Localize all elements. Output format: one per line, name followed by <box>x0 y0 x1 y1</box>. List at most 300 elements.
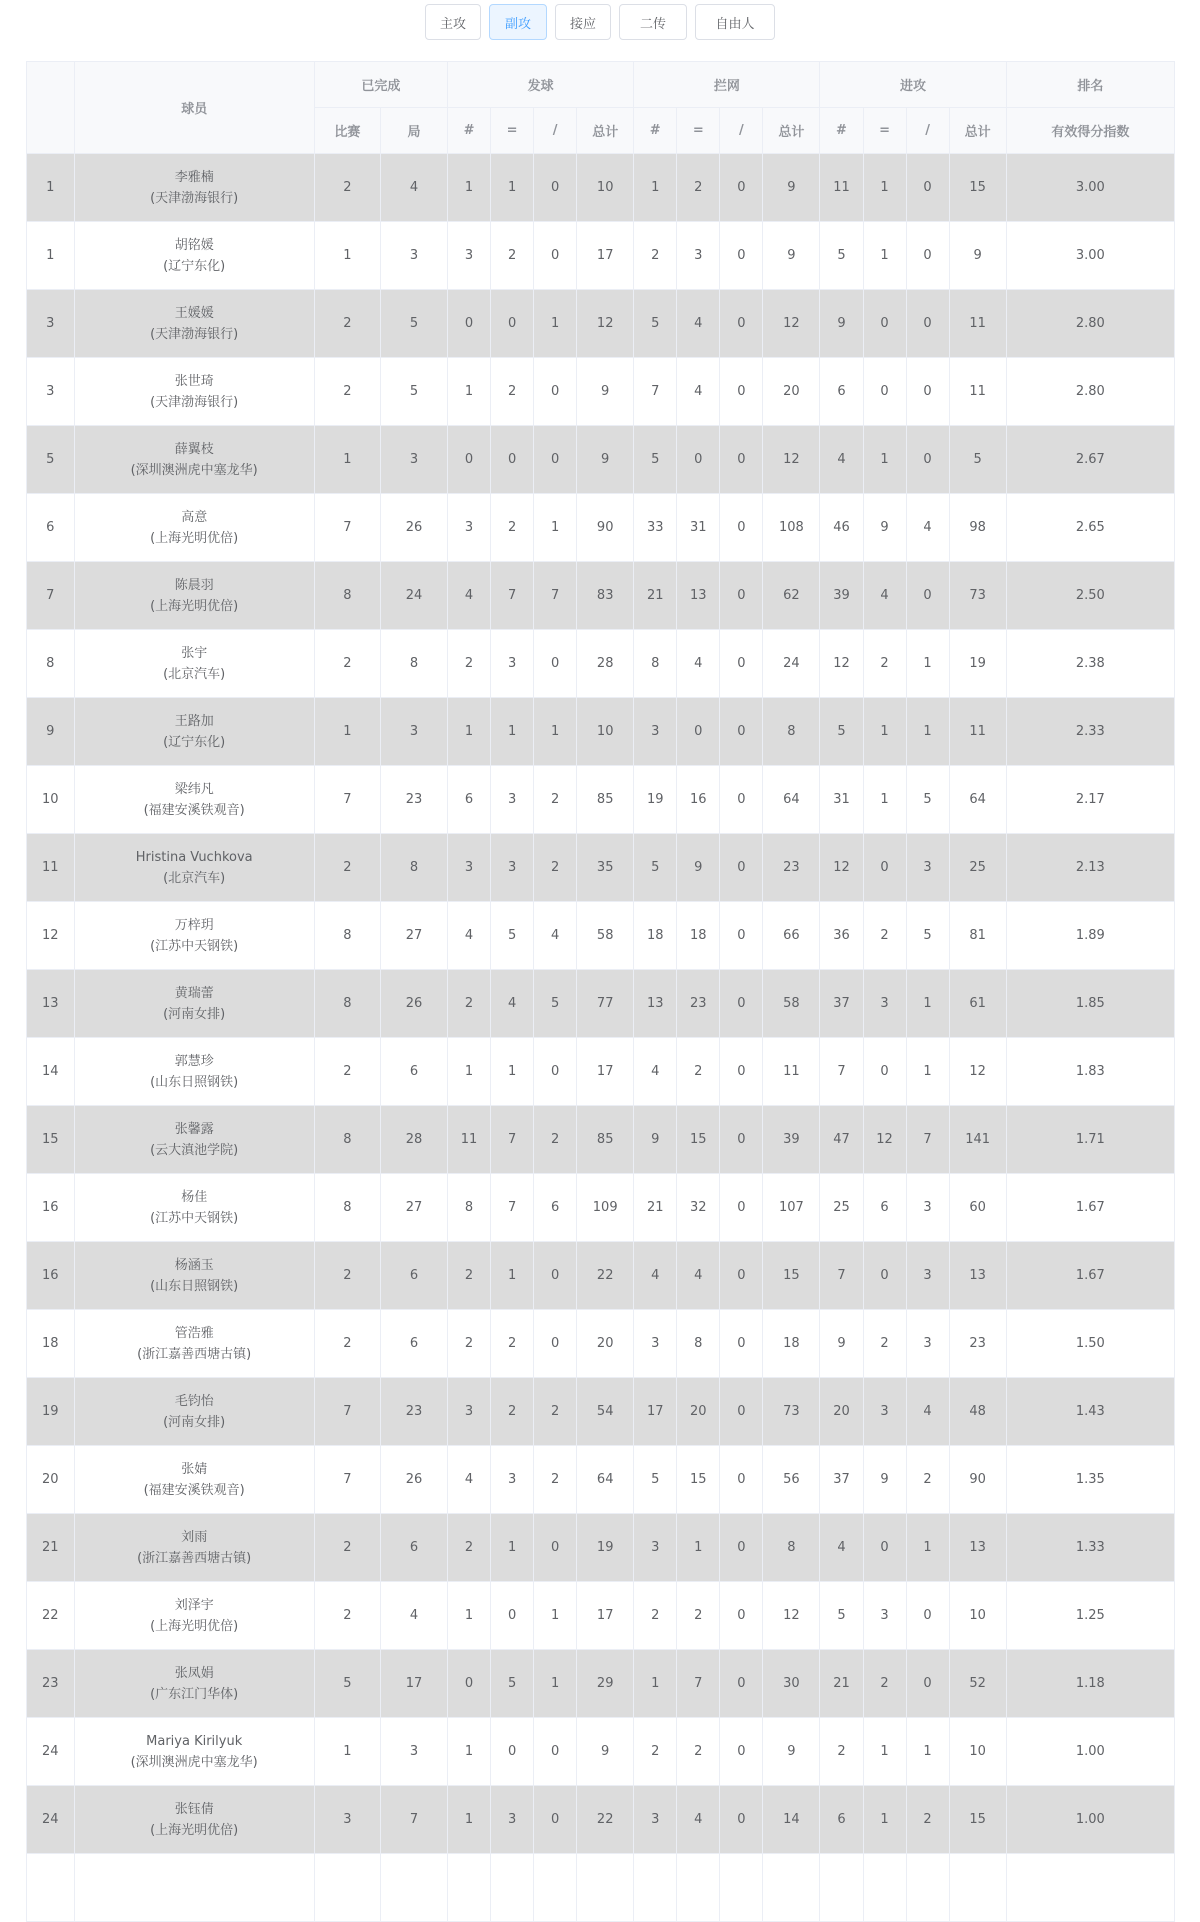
attack-neutral-cell: 1 <box>863 1718 906 1786</box>
attack-neutral-cell: 2 <box>863 902 906 970</box>
attack-neutral-cell: 0 <box>863 1242 906 1310</box>
block-total-cell: 66 <box>763 902 820 970</box>
attack-error-cell: 0 <box>906 1650 949 1718</box>
matches-cell <box>314 1854 380 1922</box>
table-row[interactable] <box>27 222 1175 290</box>
table-row[interactable] <box>27 1106 1175 1174</box>
block-neutral-cell: 0 <box>677 426 720 494</box>
player-cell <box>74 222 314 290</box>
effective-score-index-cell <box>1006 1854 1174 1922</box>
attack-error-cell: 2 <box>906 1446 949 1514</box>
effective-score-index-header: 有效得分指数 <box>1006 108 1174 154</box>
stats-table-container[interactable] <box>26 61 1175 1922</box>
attack-error-cell: 5 <box>906 766 949 834</box>
player-name: 梁纬凡 <box>174 781 214 797</box>
block-neutral-cell: 4 <box>677 630 720 698</box>
block-perfect-cell: 2 <box>634 222 677 290</box>
attack-neutral-cell: 0 <box>863 1038 906 1106</box>
block-neutral-cell: 2 <box>677 154 720 222</box>
attack-total-cell: 11 <box>949 358 1006 426</box>
player-cell <box>74 1786 314 1854</box>
table-row[interactable] <box>27 290 1175 358</box>
player-name: 杨佳 <box>181 1189 208 1205</box>
block-error-cell: 0 <box>720 154 763 222</box>
block-total-cell: 12 <box>763 290 820 358</box>
block-error-cell: 0 <box>720 1446 763 1514</box>
attack-error-cell: 0 <box>906 426 949 494</box>
sets-cell: 26 <box>380 970 447 1038</box>
player-cell <box>74 1174 314 1242</box>
sets-cell: 26 <box>380 494 447 562</box>
block-error-cell: 0 <box>720 222 763 290</box>
serve-error-cell: 0 <box>534 426 577 494</box>
serve-neutral-cell: 1 <box>491 698 534 766</box>
player-header: 球员 <box>74 62 314 154</box>
attack-perfect-cell: 37 <box>820 970 863 1038</box>
serve-neutral-cell: 3 <box>491 834 534 902</box>
player-name: 万梓玥 <box>174 917 214 933</box>
block-perfect-cell: 3 <box>634 1310 677 1378</box>
serve-error-cell: 2 <box>534 1106 577 1174</box>
attack-neutral-cell: 9 <box>863 1446 906 1514</box>
serve-error-cell: 1 <box>534 1650 577 1718</box>
player-cell <box>74 1310 314 1378</box>
attack-perfect-cell: 37 <box>820 1446 863 1514</box>
table-body <box>27 154 1175 1922</box>
matches-cell: 2 <box>314 358 380 426</box>
rank-cell: 16 <box>27 1174 74 1242</box>
serve-neutral-cell: 2 <box>491 1310 534 1378</box>
matches-cell: 2 <box>314 834 380 902</box>
serve-neutral-cell: 1 <box>491 1038 534 1106</box>
rank-cell: 16 <box>27 1242 74 1310</box>
attack-neutral-cell <box>863 1854 906 1922</box>
matches-cell: 7 <box>314 494 380 562</box>
block-error-cell <box>720 1854 763 1922</box>
matches-cell: 2 <box>314 1038 380 1106</box>
player-team: (山东日照钢铁) <box>150 1074 239 1090</box>
block-neutral-cell: 3 <box>677 222 720 290</box>
sets-cell: 27 <box>380 1174 447 1242</box>
attack-error-cell: 0 <box>906 154 949 222</box>
serve-neutral-cell: 2 <box>491 494 534 562</box>
table-row[interactable] <box>27 1174 1175 1242</box>
sets-cell: 24 <box>380 562 447 630</box>
attack-total-cell: 10 <box>949 1718 1006 1786</box>
effective-score-index-cell: 2.38 <box>1006 630 1174 698</box>
block-total-cell: 58 <box>763 970 820 1038</box>
player-stats-table <box>27 62 1175 1922</box>
block-total-cell: 73 <box>763 1378 820 1446</box>
block-total-cell: 9 <box>763 222 820 290</box>
block-total-cell: 64 <box>763 766 820 834</box>
serve-total-cell: 54 <box>577 1378 634 1446</box>
matches-cell: 1 <box>314 1718 380 1786</box>
rank-cell: 1 <box>27 222 74 290</box>
block-total-cell: 18 <box>763 1310 820 1378</box>
serve-error-cell: 5 <box>534 970 577 1038</box>
serve-neutral-cell: 0 <box>491 290 534 358</box>
effective-score-index-cell: 3.00 <box>1006 154 1174 222</box>
position-tabs <box>0 3 1200 41</box>
table-row[interactable] <box>27 1854 1175 1922</box>
serve-neutral-cell: 3 <box>491 630 534 698</box>
player-cell <box>74 698 314 766</box>
table-row[interactable] <box>27 1718 1175 1786</box>
player-cell <box>74 358 314 426</box>
attack-perfect-cell: 4 <box>820 426 863 494</box>
attack-error-cell: 1 <box>906 698 949 766</box>
serve-neutral-cell: 0 <box>491 1718 534 1786</box>
player-name: 刘泽宇 <box>174 1597 214 1613</box>
block-neutral-cell: 2 <box>677 1038 720 1106</box>
table-row[interactable] <box>27 1786 1175 1854</box>
sets-cell: 17 <box>380 1650 447 1718</box>
player-team: (河南女排) <box>163 1006 226 1022</box>
sets-cell: 7 <box>380 1786 447 1854</box>
block-neutral-cell <box>677 1854 720 1922</box>
sets-cell: 6 <box>380 1514 447 1582</box>
effective-score-index-cell: 1.50 <box>1006 1310 1174 1378</box>
attack-perfect-cell: 12 <box>820 834 863 902</box>
attack-neutral-cell: 1 <box>863 154 906 222</box>
player-team: (天津渤海银行) <box>150 394 239 410</box>
table-row[interactable] <box>27 358 1175 426</box>
block-perfect-cell: 1 <box>634 1650 677 1718</box>
attack-neutral-cell: 1 <box>863 766 906 834</box>
player-cell <box>74 426 314 494</box>
attack-perfect-cell: 5 <box>820 222 863 290</box>
rank-cell: 1 <box>27 154 74 222</box>
player-name: 管浩雅 <box>174 1325 214 1341</box>
player-team: (浙江嘉善西塘古镇) <box>137 1550 252 1566</box>
serve-error-cell: 2 <box>534 1446 577 1514</box>
player-name: 张婧 <box>181 1461 208 1477</box>
table-row[interactable] <box>27 1650 1175 1718</box>
block-perfect-cell: 33 <box>634 494 677 562</box>
block-neutral-cell: 13 <box>677 562 720 630</box>
block-perfect-cell: 21 <box>634 1174 677 1242</box>
rank-cell: 24 <box>27 1718 74 1786</box>
attack-error-cell: 3 <box>906 1174 949 1242</box>
serve-neutral-cell <box>491 1854 534 1922</box>
serve-total-cell: 58 <box>577 902 634 970</box>
attack-perfect-cell: 7 <box>820 1038 863 1106</box>
player-team: (上海光明优倍) <box>150 1822 239 1838</box>
serve-total-cell: 20 <box>577 1310 634 1378</box>
attack-perfect-cell: 47 <box>820 1106 863 1174</box>
effective-score-index-cell: 1.85 <box>1006 970 1174 1038</box>
serve-total-cell: 17 <box>577 222 634 290</box>
player-name: 郭慧珍 <box>174 1053 214 1069</box>
table-row[interactable] <box>27 154 1175 222</box>
serve-total-cell: 9 <box>577 358 634 426</box>
attack-total-cell: 15 <box>949 154 1006 222</box>
attack-perfect-cell: 2 <box>820 1718 863 1786</box>
player-name: 李雅楠 <box>174 169 214 185</box>
attack-total-cell: 11 <box>949 290 1006 358</box>
block-error-cell: 0 <box>720 902 763 970</box>
serve-perfect-cell: 1 <box>448 1786 491 1854</box>
attack-error-cell: 7 <box>906 1106 949 1174</box>
block-neutral-cell: 31 <box>677 494 720 562</box>
attack-error-cell: 1 <box>906 1514 949 1582</box>
block-perfect-cell: 5 <box>634 1446 677 1514</box>
rank-cell: 7 <box>27 562 74 630</box>
attack-perfect-cell: 5 <box>820 1582 863 1650</box>
serve-error-cell: 1 <box>534 698 577 766</box>
effective-score-index-cell: 1.89 <box>1006 902 1174 970</box>
table-row[interactable] <box>27 1242 1175 1310</box>
attack-error-cell: 1 <box>906 970 949 1038</box>
block-total-cell: 15 <box>763 1242 820 1310</box>
serve-total-cell: 17 <box>577 1582 634 1650</box>
player-name: 杨涵玉 <box>174 1257 214 1273</box>
block-neutral-cell: 4 <box>677 358 720 426</box>
table-row[interactable] <box>27 1514 1175 1582</box>
block-perfect-cell: 19 <box>634 766 677 834</box>
player-cell <box>74 1854 314 1922</box>
matches-cell: 3 <box>314 1786 380 1854</box>
block-perfect-cell: 2 <box>634 1582 677 1650</box>
serve-total-cell: 35 <box>577 834 634 902</box>
matches-cell: 8 <box>314 1106 380 1174</box>
table-row[interactable] <box>27 1310 1175 1378</box>
serve-perfect-cell: 3 <box>448 1378 491 1446</box>
serve-perfect-cell: 2 <box>448 630 491 698</box>
rank-cell: 13 <box>27 970 74 1038</box>
serve-error-cell: 0 <box>534 358 577 426</box>
effective-score-index-cell: 2.80 <box>1006 358 1174 426</box>
effective-score-index-cell: 2.80 <box>1006 290 1174 358</box>
serve-neutral-cell: 0 <box>491 426 534 494</box>
serve-neutral-cell: 2 <box>491 358 534 426</box>
player-team: (云大滇池学院) <box>150 1142 239 1158</box>
serve-error-cell: 1 <box>534 494 577 562</box>
player-team: (天津渤海银行) <box>150 190 239 206</box>
effective-score-index-cell: 2.17 <box>1006 766 1174 834</box>
attack-perfect-cell: 5 <box>820 698 863 766</box>
serve-neutral-cell: 7 <box>491 1106 534 1174</box>
attack-total-cell: 23 <box>949 1310 1006 1378</box>
table-row[interactable] <box>27 562 1175 630</box>
attack-perfect-cell: 39 <box>820 562 863 630</box>
serve-error-header: / <box>534 108 577 154</box>
serve-perfect-cell <box>448 1854 491 1922</box>
table-row[interactable] <box>27 1446 1175 1514</box>
player-name: 张宇 <box>181 645 208 661</box>
attack-total-cell: 13 <box>949 1242 1006 1310</box>
tab-outside-hitter[interactable]: 主攻 <box>425 4 481 40</box>
player-name: 陈晨羽 <box>174 577 214 593</box>
attack-error-cell <box>906 1854 949 1922</box>
attack-error-cell: 0 <box>906 562 949 630</box>
sets-cell: 3 <box>380 698 447 766</box>
effective-score-index-cell: 1.00 <box>1006 1786 1174 1854</box>
effective-score-index-cell: 1.00 <box>1006 1718 1174 1786</box>
attack-perfect-cell: 46 <box>820 494 863 562</box>
rank-cell: 20 <box>27 1446 74 1514</box>
serve-error-cell: 1 <box>534 1582 577 1650</box>
table-row[interactable] <box>27 494 1175 562</box>
player-team: (深圳澳洲虎中塞龙华) <box>130 1754 258 1770</box>
block-total-cell: 14 <box>763 1786 820 1854</box>
serve-error-cell: 2 <box>534 766 577 834</box>
serve-neutral-cell: 3 <box>491 766 534 834</box>
block-perfect-cell: 13 <box>634 970 677 1038</box>
serve-total-cell: 10 <box>577 154 634 222</box>
table-row[interactable] <box>27 834 1175 902</box>
serve-error-cell <box>534 1854 577 1922</box>
serve-error-cell: 7 <box>534 562 577 630</box>
attack-error-cell: 4 <box>906 494 949 562</box>
sets-cell: 8 <box>380 834 447 902</box>
player-cell <box>74 290 314 358</box>
player-cell <box>74 1446 314 1514</box>
serve-perfect-cell: 1 <box>448 358 491 426</box>
attack-neutral-cell: 0 <box>863 290 906 358</box>
block-error-cell: 0 <box>720 1786 763 1854</box>
attack-neutral-header: = <box>863 108 906 154</box>
serve-neutral-cell: 2 <box>491 222 534 290</box>
attack-total-cell: 13 <box>949 1514 1006 1582</box>
attack-total-cell: 9 <box>949 222 1006 290</box>
sets-header: 局 <box>380 108 447 154</box>
block-neutral-cell: 16 <box>677 766 720 834</box>
serve-neutral-cell: 1 <box>491 154 534 222</box>
table-row[interactable] <box>27 1038 1175 1106</box>
block-neutral-cell: 4 <box>677 290 720 358</box>
attack-total-cell: 52 <box>949 1650 1006 1718</box>
effective-score-index-cell: 1.83 <box>1006 1038 1174 1106</box>
player-name: 张世琦 <box>174 373 214 389</box>
tab-middle-blocker[interactable]: 副攻 <box>489 4 547 40</box>
serve-total-cell: 22 <box>577 1786 634 1854</box>
effective-score-index-cell: 2.67 <box>1006 426 1174 494</box>
header-group-row <box>27 62 1175 108</box>
table-row[interactable] <box>27 902 1175 970</box>
rank-cell: 8 <box>27 630 74 698</box>
block-total-cell: 62 <box>763 562 820 630</box>
matches-cell: 2 <box>314 1582 380 1650</box>
block-perfect-cell: 18 <box>634 902 677 970</box>
attack-error-cell: 4 <box>906 1378 949 1446</box>
attack-neutral-cell: 2 <box>863 630 906 698</box>
serve-perfect-cell: 2 <box>448 1310 491 1378</box>
tab-opposite[interactable]: 接应 <box>555 4 611 40</box>
attack-neutral-cell: 3 <box>863 970 906 1038</box>
table-row[interactable] <box>27 1582 1175 1650</box>
block-header: 拦网 <box>634 62 820 108</box>
player-team: (天津渤海银行) <box>150 326 239 342</box>
attack-error-header: / <box>906 108 949 154</box>
serve-perfect-header: # <box>448 108 491 154</box>
table-row[interactable] <box>27 426 1175 494</box>
block-perfect-cell: 3 <box>634 1514 677 1582</box>
block-neutral-cell: 1 <box>677 1514 720 1582</box>
attack-neutral-cell: 2 <box>863 1650 906 1718</box>
block-error-cell: 0 <box>720 1378 763 1446</box>
serve-header: 发球 <box>448 62 634 108</box>
block-error-cell: 0 <box>720 290 763 358</box>
attack-perfect-cell: 36 <box>820 902 863 970</box>
attack-perfect-cell: 4 <box>820 1514 863 1582</box>
block-error-cell: 0 <box>720 1718 763 1786</box>
effective-score-index-cell: 2.50 <box>1006 562 1174 630</box>
matches-cell: 1 <box>314 698 380 766</box>
serve-perfect-cell: 11 <box>448 1106 491 1174</box>
tab-libero[interactable]: 自由人 <box>695 4 775 40</box>
block-error-cell: 0 <box>720 1650 763 1718</box>
block-total-cell: 9 <box>763 1718 820 1786</box>
serve-neutral-cell: 7 <box>491 1174 534 1242</box>
block-total-cell: 23 <box>763 834 820 902</box>
effective-score-index-cell: 3.00 <box>1006 222 1174 290</box>
table-row[interactable] <box>27 698 1175 766</box>
serve-error-cell: 1 <box>534 290 577 358</box>
player-team: (辽宁东化) <box>163 734 226 750</box>
matches-cell: 7 <box>314 1378 380 1446</box>
block-total-cell: 12 <box>763 426 820 494</box>
effective-score-index-cell: 2.33 <box>1006 698 1174 766</box>
attack-neutral-cell: 3 <box>863 1378 906 1446</box>
serve-perfect-cell: 2 <box>448 1242 491 1310</box>
attack-neutral-cell: 1 <box>863 426 906 494</box>
attack-perfect-cell: 9 <box>820 290 863 358</box>
serve-total-cell: 22 <box>577 1242 634 1310</box>
table-row[interactable] <box>27 970 1175 1038</box>
attack-neutral-cell: 12 <box>863 1106 906 1174</box>
player-name: 胡铭媛 <box>174 237 214 253</box>
serve-perfect-cell: 0 <box>448 426 491 494</box>
attack-neutral-cell: 1 <box>863 1786 906 1854</box>
effective-score-index-cell: 1.25 <box>1006 1582 1174 1650</box>
sets-cell: 5 <box>380 358 447 426</box>
sets-cell: 6 <box>380 1242 447 1310</box>
rank-cell: 22 <box>27 1582 74 1650</box>
serve-perfect-cell: 4 <box>448 1446 491 1514</box>
table-row[interactable] <box>27 1378 1175 1446</box>
effective-score-index-cell: 1.67 <box>1006 1242 1174 1310</box>
player-team: (广东江门华体) <box>150 1686 239 1702</box>
table-row[interactable] <box>27 766 1175 834</box>
serve-total-cell: 90 <box>577 494 634 562</box>
block-perfect-cell: 5 <box>634 290 677 358</box>
player-name: Hristina Vuchkova <box>135 849 253 865</box>
attack-perfect-cell: 25 <box>820 1174 863 1242</box>
table-row[interactable] <box>27 630 1175 698</box>
serve-total-cell: 109 <box>577 1174 634 1242</box>
player-team: (上海光明优倍) <box>150 1618 239 1634</box>
attack-error-cell: 0 <box>906 222 949 290</box>
player-cell <box>74 154 314 222</box>
block-neutral-cell: 32 <box>677 1174 720 1242</box>
rank-cell: 23 <box>27 1650 74 1718</box>
rank-cell: 21 <box>27 1514 74 1582</box>
block-error-cell: 0 <box>720 426 763 494</box>
serve-perfect-cell: 1 <box>448 1582 491 1650</box>
attack-perfect-cell: 31 <box>820 766 863 834</box>
rank-cell: 3 <box>27 290 74 358</box>
attack-total-cell: 60 <box>949 1174 1006 1242</box>
serve-perfect-cell: 1 <box>448 1718 491 1786</box>
player-team: (河南女排) <box>163 1414 226 1430</box>
tab-setter[interactable]: 二传 <box>619 4 687 40</box>
block-total-cell <box>763 1854 820 1922</box>
attack-error-cell: 1 <box>906 630 949 698</box>
attack-error-cell: 5 <box>906 902 949 970</box>
block-error-header: / <box>720 108 763 154</box>
